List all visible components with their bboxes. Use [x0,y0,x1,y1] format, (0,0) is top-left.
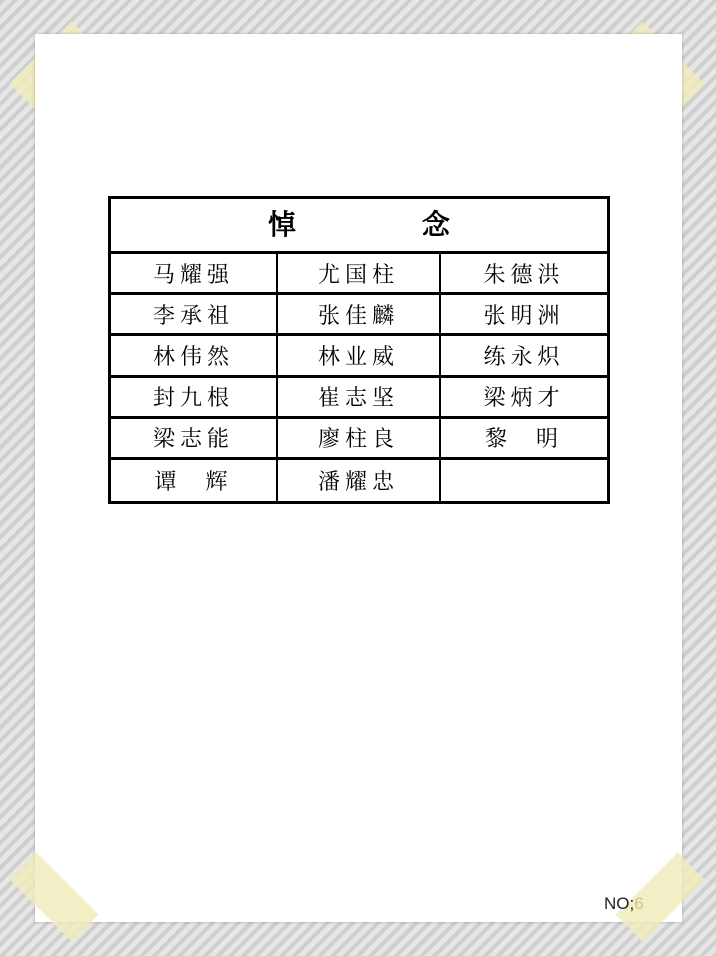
name-cell: 练永炽 [441,336,607,377]
name-cell: 朱德洪 [441,254,607,295]
name-cell: 梁炳才 [441,378,607,419]
name-cell: 梁志能 [111,419,278,460]
name-cell: 林业威 [278,336,441,377]
name-cell: 尤国柱 [278,254,441,295]
name-grid [111,254,607,501]
name-cell: 潘耀忠 [278,460,441,501]
name-cell: 张佳麟 [278,295,441,336]
name-cell: 李承祖 [111,295,278,336]
name-cell: 马耀强 [111,254,278,295]
page-number-value: 6 [634,894,644,913]
empty-name-cell [441,460,607,501]
memorial-title: 悼 念 [111,199,607,254]
name-cell: 崔志坚 [278,378,441,419]
memorial-table [108,196,610,504]
name-cell: 张明洲 [441,295,607,336]
name-cell: 廖柱良 [278,419,441,460]
page-number-prefix: NO; [604,894,635,913]
name-cell: 谭 辉 [111,460,278,501]
name-cell: 林伟然 [111,336,278,377]
page-number [604,894,644,914]
name-cell: 封九根 [111,378,278,419]
name-cell: 黎 明 [441,419,607,460]
